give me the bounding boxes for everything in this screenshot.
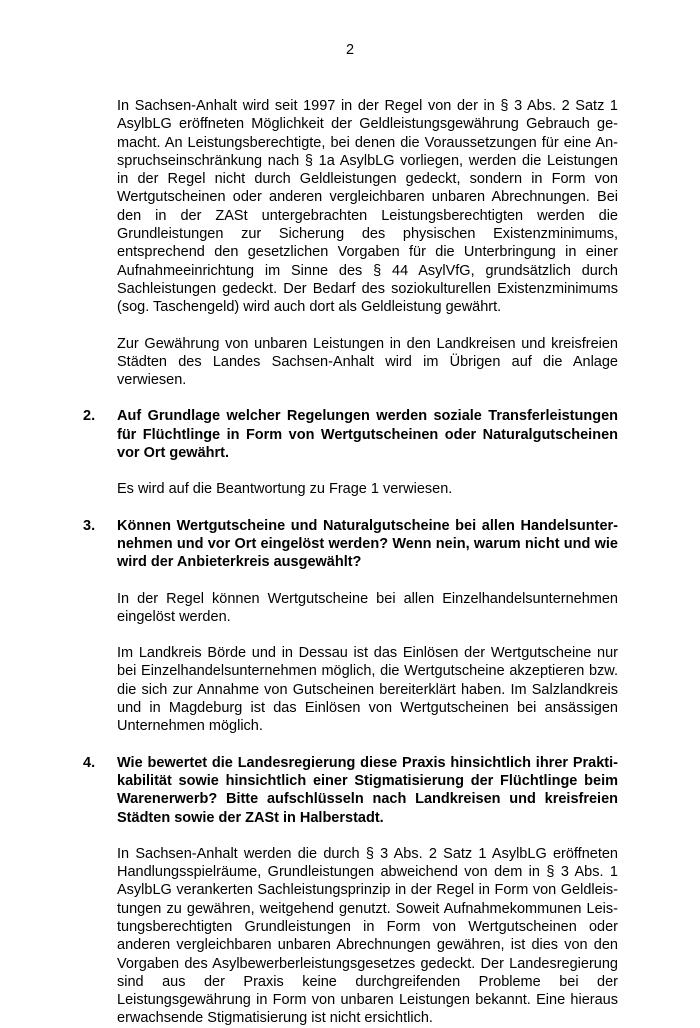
question-3-number: 3.: [83, 517, 96, 534]
question-3: [83, 517, 618, 572]
question-4-text: Wie bewertet die Landesregierung diese Praxis hinsichtlich ihrer Praktikabilität sowie hinsichtlich einer Stigmatisierung der Flüchtlinge beim Warenerwerb? Bitte aufschlüsseln nach Landkreisen und kreisfreien Städten sowie der ZASt in Halberstadt.: [117, 754, 618, 826]
question-4: [83, 754, 618, 827]
question-3-text: Können Wertgutscheine und Naturalgutscheine bei allen Handelsunternehmen und vor Ort eingelöst werden? Wenn nein, warum nicht und wie wird der Anbieterkreis ausgewählt?: [117, 517, 618, 571]
answer-1-paragraph-2: Zur Gewährung von unbaren Leistungen in den Landkreisen und kreisfreien Städten des Landes Sachsen-Anhalt wird im Übrigen auf die Anlage verwiesen.: [117, 335, 618, 389]
question-2: [83, 407, 618, 462]
question-4-number: 4.: [83, 754, 96, 771]
page-number: 2: [345, 42, 355, 58]
document-body: [83, 97, 618, 1028]
answer-4: In Sachsen-Anhalt werden die durch § 3 Abs. 2 Satz 1 AsylbLG eröffneten Handlungsspielräume, Grundleistungen abweichend von dem in § 3 Abs. 1 AsylbLG verankerten Sachleistungsprinzip in der Regel in Form von Geldleistungen zu gewähren, weitgehend genutzt. Soweit Aufnahmekommunen Leistungsberechtigten Grundleistungen in Form von Wertgutscheinen oder anderen vergleichbaren unbaren Abrechnungen gewähren, ist dies von den Vorgaben des Asylbewerberleistungsgesetzes gedeckt. Der Landesregierung sind aus der Praxis keine durchgreifenden Probleme bei der Leistungsgewährung in Form von unbaren Leistungen bekannt. Eine hieraus erwachsende Stigmatisierung ist nicht ersichtlich.: [117, 845, 618, 1027]
answer-3-paragraph-1: In der Regel können Wertgutscheine bei allen Einzelhandelsunternehmen eingelöst werden.: [117, 590, 618, 625]
answer-1-paragraph-1: In Sachsen-Anhalt wird seit 1997 in der Regel von der in § 3 Abs. 2 Satz 1 AsylbLG eröffneten Möglichkeit der Geldleistungsgewährung Gebrauch gemacht. An Leistungsberechtigte, bei denen die Voraussetzungen für eine Anspruchseinschränkung nach § 1a AsylbLG vorliegen, werden die Leistungen in der Regel nicht durch Geldleistungen gedeckt, sondern in Form von Wertgutscheinen oder anderen vergleichbaren unbaren Abrechnungen. Bei den in der ZASt untergebrachten Leistungsberechtigten werden die Grundleistungen zur Sicherung des physischen Existenzminimums, entsprechend den gesetzlichen Vorgaben für die Unterbringung in einer Aufnahmeeinrichtung im Sinne des § 44 AsylVfG, grundsätzlich durch Sachleistungen gedeckt. Der Bedarf des soziokulturellen Existenzminimums (sog. Taschengeld) wird auch dort als Geldleistung gewährt.: [117, 98, 618, 316]
question-2-number: 2.: [83, 408, 96, 425]
question-2-text: Auf Grundlage welcher Regelungen werden soziale Transferleistungen für Flüchtlinge in Form von Wertgutscheinen oder Naturalgutscheinen vor Ort gewährt.: [117, 408, 618, 462]
answer-2: Es wird auf die Beantwortung zu Frage 1 verwiesen.: [117, 481, 453, 498]
answer-3-paragraph-2: Im Landkreis Börde und in Dessau ist das Einlösen der Wertgutscheine nur bei Einzelhandelsunternehmen möglich, die Wertgutscheine akzeptieren bzw. die sich zur Annahme von Gutscheinen bereiterklärt haben. Im Salzlandkreis und in Magdeburg ist das Einlösen von Wertgutscheinen bei ansässigen Unternehmen möglich.: [117, 645, 618, 735]
